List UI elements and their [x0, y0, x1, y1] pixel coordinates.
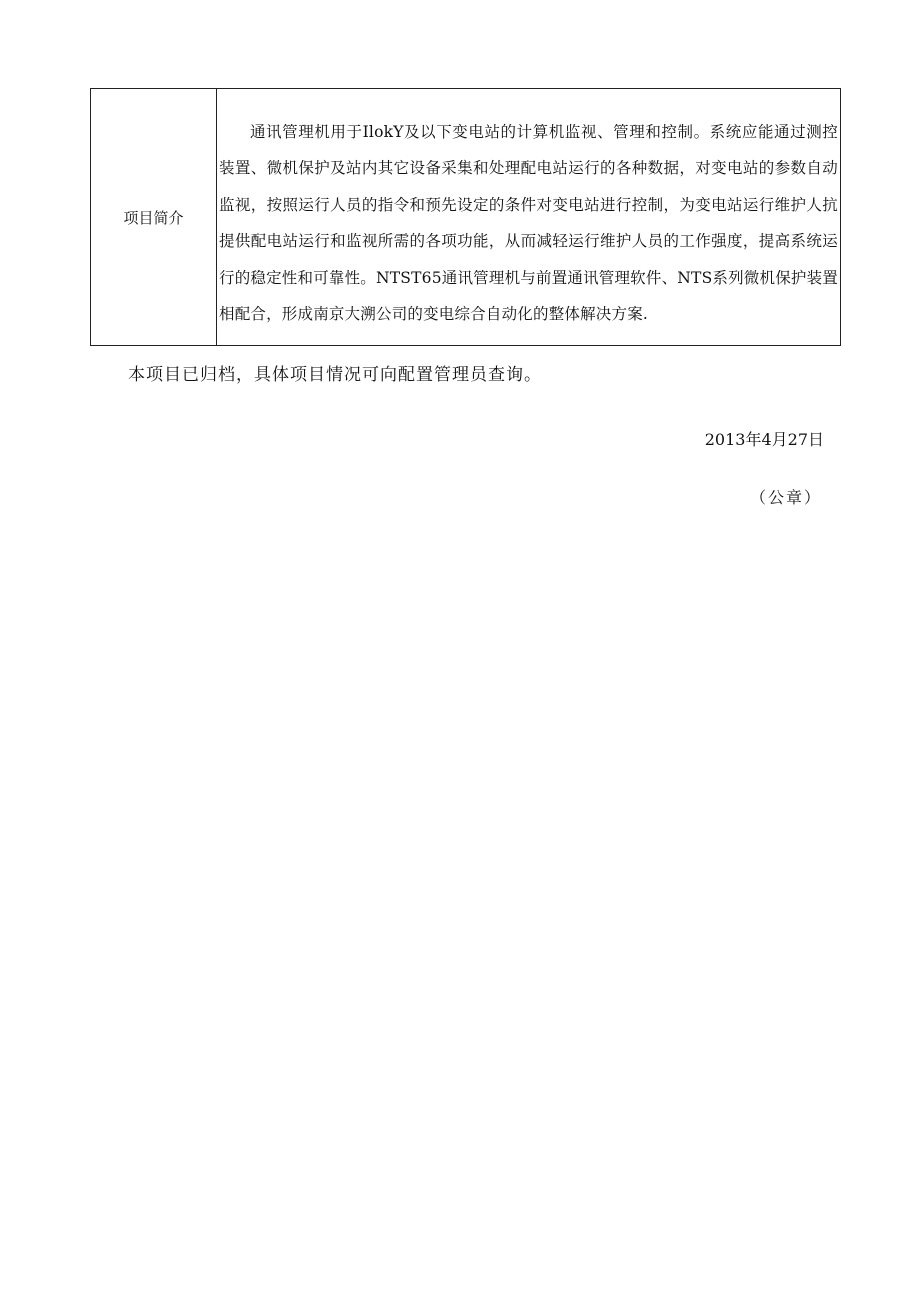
official-seal-label: （公章）: [749, 488, 822, 507]
signature-date: 2013年4月27日: [704, 430, 824, 449]
project-info-table: [90, 88, 841, 346]
project-summary-label: 项目简介: [91, 89, 217, 346]
project-summary-cell: [217, 89, 841, 346]
archive-note: 本项目已归档，具体项目情况可向配置管理员查询。: [128, 365, 542, 385]
project-summary-text: 通讯管理机用于IlokY及以下变电站的计算机监视、管理和控制。系统应能通过测控装置、微机保护及站内其它设备采集和处理配电站运行的各种数据，对变电站的参数自动监视，按照运行人员的指令和预先设定的条件对变电站进行控制，为变电站运行维护人抗提供配电站运行和监视所需的各项功能，从而减轻运行维护人员的工作强度，提高系统运行的稳定性和可靠性。NTST65通讯管理机与前置通讯管理软件、NTS系列微机保护装置相配合，形成南京大溯公司的变电综合自动化的整体解决方案.: [219, 122, 839, 323]
table-row: [91, 89, 841, 346]
